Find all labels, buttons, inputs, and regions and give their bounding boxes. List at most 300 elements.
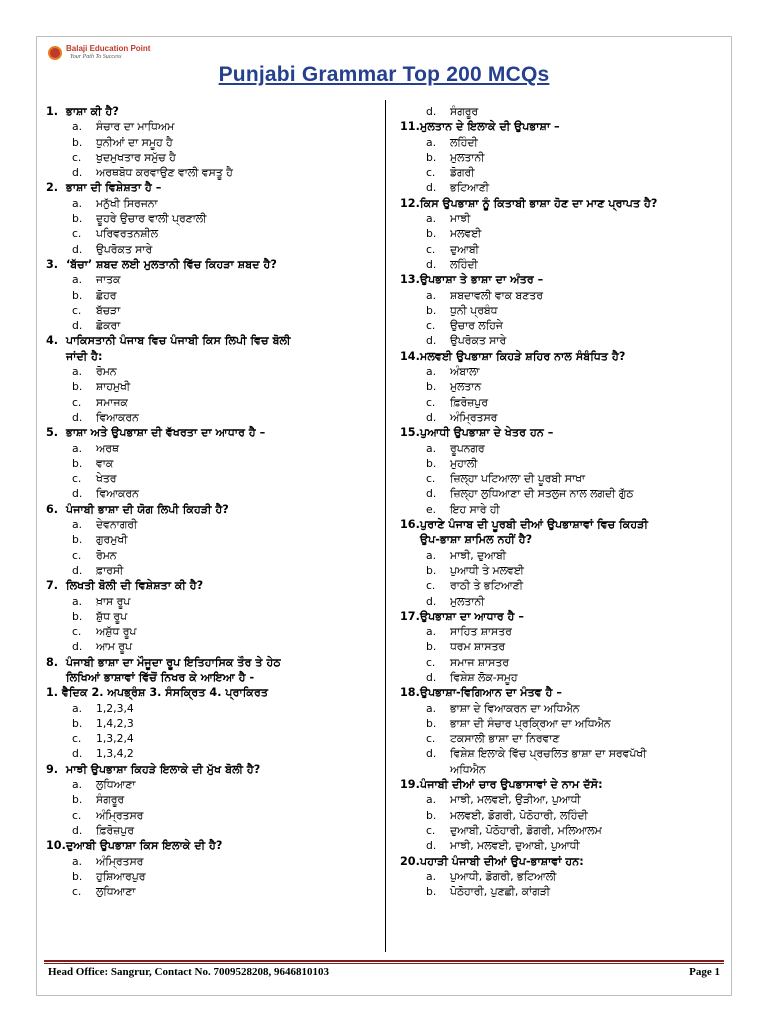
option-text: ਸਮਾਜਕ <box>96 395 128 409</box>
option-text: ਮਲਵਈ <box>450 227 482 241</box>
option-letter: d. <box>426 594 437 608</box>
answer-option <box>44 594 380 609</box>
option-letter: c. <box>72 625 82 639</box>
option-text: ਰੋਮਨ <box>96 365 117 379</box>
option-letter: d. <box>72 242 83 256</box>
option-text: ਪੋਠੋਹਾਰੀ, ਪੁਣਛੀ, ਕਾਂਗੜੀ <box>450 885 551 899</box>
option-text: ਭਾਸ਼ਾ ਦੇ ਵਿਆਕਰਨ ਦਾ ਅਧਿਐਨ <box>450 701 580 715</box>
option-letter: c. <box>426 823 436 837</box>
answer-option <box>44 792 380 807</box>
option-letter: a. <box>426 365 437 379</box>
option-letter: b. <box>426 716 437 730</box>
question-number: 11. <box>400 120 420 134</box>
question <box>398 272 720 287</box>
answer-option <box>44 364 380 379</box>
answer-option <box>44 471 380 486</box>
question-number: 10. <box>46 839 66 853</box>
question-text: ਪੁਆਧੀ ਉਪਭਾਸ਼ਾ ਦੇ ਖੇਤਰ ਹਨ – <box>420 426 554 440</box>
option-letter: c. <box>72 303 82 317</box>
question <box>398 777 720 792</box>
option-letter: c. <box>426 166 436 180</box>
option-letter: a. <box>426 625 437 639</box>
answer-option <box>44 486 380 501</box>
question-number: 7. <box>46 579 59 593</box>
answer-option <box>398 135 720 150</box>
option-text: ਫ਼ਿਰੋਜ਼ਪੁਰ <box>450 395 488 409</box>
answer-option <box>44 716 380 731</box>
option-letter: d. <box>426 105 437 118</box>
option-letter: a. <box>72 518 83 532</box>
option-letter: d. <box>426 839 437 853</box>
answer-option <box>44 563 380 578</box>
option-text: ਰੂਪਨਗਰ <box>450 441 485 455</box>
option-text: ਅੰਮ੍ਰਿਤਸਰ <box>450 410 498 424</box>
answer-option <box>398 333 720 348</box>
answer-option <box>398 578 720 593</box>
question-number: 16. <box>400 518 420 532</box>
option-letter: b. <box>426 227 437 241</box>
question-number: 4. <box>46 334 59 348</box>
option-letter: b. <box>72 380 83 394</box>
question <box>44 104 380 119</box>
option-letter: c. <box>426 242 436 256</box>
option-letter: b. <box>72 609 83 623</box>
option-text: ਅੰਬਾਲਾ <box>450 365 480 379</box>
answer-option <box>398 594 720 609</box>
option-text: ਦੂਹਰੇ ਉਚਾਰ ਵਾਲੀ ਪ੍ਰਣਾਲੀ <box>96 212 207 226</box>
question-text: ‘ਬੱਚਾ’ ਸ਼ਬਦ ਲਈ ਮੁਲਤਾਨੀ ਵਿੱਚ ਕਿਹੜਾ ਸ਼ਬਦ ਹੈ? <box>66 257 277 271</box>
answer-option <box>398 823 720 838</box>
question-number: 13. <box>400 273 420 287</box>
question-text: ਮਲਵਈ ਉਪਭਾਸ਼ਾ ਕਿਹੜੇ ਸ਼ਹਿਰ ਨਾਲ ਸੰਬੰਧਿਤ ਹੈ? <box>420 349 626 363</box>
answer-option <box>398 486 720 501</box>
answer-option <box>398 716 720 731</box>
answer-option <box>398 226 720 241</box>
option-text: ਜ਼ਿਲ੍ਹਾ ਪਟਿਆਲਾ ਦੀ ਪੂਰਬੀ ਸਾਖਾ <box>450 472 586 486</box>
question-text: ਪੰਜਾਬੀ ਭਾਸ਼ਾ ਦੀ ਯੋਗ ਲਿਪੀ ਕਿਹੜੀ ਹੈ? <box>66 502 229 516</box>
option-letter: b. <box>426 150 437 164</box>
option-letter: c. <box>426 395 436 409</box>
option-letter: c. <box>72 472 82 486</box>
option-letter: b. <box>426 885 437 899</box>
option-letter: d. <box>72 166 83 180</box>
option-letter: a. <box>72 594 83 608</box>
option-letter: d. <box>426 747 437 761</box>
option-text: ਧੁਨੀ ਪ੍ਰਬੰਧ <box>450 303 498 317</box>
option-text: ਵਿਸ਼ੇਸ਼ ਲੋਕ-ਸਮੂਹ <box>450 670 518 684</box>
question-number: 12. <box>400 196 420 210</box>
option-text: ਮੁਲਤਾਨੀ <box>450 594 485 608</box>
question-text: ਦੁਆਬੀ ਉਪਭਾਸ਼ਾ ਕਿਸ ਇਲਾਕੇ ਦੀ ਹੈ? <box>66 839 223 853</box>
answer-option <box>44 303 380 318</box>
option-text: ਭਾਸ਼ਾ ਦੀ ਸੰਚਾਰ ਪ੍ਰਕ੍ਰਿਆ ਦਾ ਅਧਿਐਨ <box>450 716 611 730</box>
question <box>398 517 720 532</box>
question-number: 9. <box>46 762 59 776</box>
option-text: ਅੰਮ੍ਰਿਤਸਰ <box>96 854 144 868</box>
answer-option <box>398 456 720 471</box>
question <box>398 685 720 700</box>
option-text: ਲਹਿੰਦੀ <box>450 135 478 149</box>
option-text: ਅੰਮ੍ਰਿਤਸਰ <box>96 808 144 822</box>
option-text: ਖੇਤਰ <box>96 472 117 486</box>
option-letter: b. <box>72 456 83 470</box>
answer-option <box>44 869 380 884</box>
option-text: 1,2,3,4 <box>96 701 134 715</box>
answer-option <box>44 548 380 563</box>
option-letter: c. <box>72 227 82 241</box>
option-text: ਸ਼ਾਹਮੁਖੀ <box>96 380 131 394</box>
question-text: ਪਹਾੜੀ ਪੰਜਾਬੀ ਦੀਆਂ ਉਪ-ਭਾਸ਼ਾਵਾਂ ਹਨ: <box>420 854 584 868</box>
question <box>44 838 380 853</box>
option-letter: b. <box>72 533 83 547</box>
logo-icon <box>48 46 62 60</box>
option-text: ਦੁਆਬੀ, ਪੋਠੋਹਾਰੀ, ਡੋਗਰੀ, ਮਲਿਆਲਮ <box>450 823 602 837</box>
option-text: ਦੇਵਨਾਗਰੀ <box>96 518 138 532</box>
answer-option <box>398 211 720 226</box>
option-letter: c. <box>72 808 82 822</box>
option-text: ਮਲਵਈ, ਡੋਗਰੀ, ਪੋਠੋਹਾਰੀ, ਲਹਿੰਦੀ <box>450 808 588 822</box>
option-text: ਲੁਧਿਆਣਾ <box>96 778 136 792</box>
question <box>44 180 380 195</box>
answer-option <box>398 731 720 746</box>
question <box>44 502 380 517</box>
option-letter: d. <box>72 823 83 837</box>
option-letter: b. <box>72 793 83 807</box>
option-text: ਜਾਤਕ <box>96 273 121 287</box>
question-number: 14. <box>400 349 420 363</box>
option-letter: a. <box>72 196 83 210</box>
option-letter: a. <box>426 212 437 226</box>
option-text: ਭਟਿਆਣੀ <box>450 181 490 195</box>
footer-rule <box>44 960 724 962</box>
option-letter: c. <box>426 732 436 746</box>
answer-option <box>398 808 720 823</box>
question <box>44 257 380 272</box>
page-title: Punjabi Grammar Top 200 MCQs <box>218 63 550 86</box>
option-letter: d. <box>72 563 83 577</box>
question-text: ਪਾਕਿਸਤਾਨੀ ਪੰਜਾਬ ਵਿਚ ਪੰਜਾਬੀ ਕਿਸ ਲਿਪੀ ਵਿਚ ਬੋਲੀ <box>66 334 291 348</box>
option-text: ਸੰਗਰੂਰ <box>96 793 125 807</box>
question <box>398 854 720 869</box>
option-text: ਉਪਰੋਕਤ ਸਾਰੇ <box>450 334 507 348</box>
option-text: ਸ਼ੁੱਧ ਰੂਪ <box>96 609 128 623</box>
option-letter: c. <box>72 732 82 746</box>
question <box>398 196 720 211</box>
option-letter: a. <box>426 441 437 455</box>
option-letter: b. <box>426 563 437 577</box>
answer-option <box>44 532 380 547</box>
option-text: ਵਿਆਕਰਨ <box>96 410 139 424</box>
answer-option <box>398 670 720 685</box>
answer-option <box>398 242 720 257</box>
option-letter: b. <box>72 716 83 730</box>
option-letter: c. <box>72 885 82 899</box>
option-letter: a. <box>72 854 83 868</box>
option-text: ਅਸ਼ੁੱਧ ਰੂਪ <box>96 625 137 639</box>
option-text: ਵਾਕ <box>96 456 114 470</box>
option-text: ਮਾਝੀ, ਦੁਆਬੀ <box>450 548 506 562</box>
question-number: 6. <box>46 502 59 516</box>
option-text: ਟਕਸਾਲੀ ਭਾਸ਼ਾ ਦਾ ਨਿਰਵਾਣ <box>450 732 560 746</box>
option-text: ਗੁਰਮੁਖੀ <box>96 533 128 547</box>
question <box>398 609 720 624</box>
option-letter: b. <box>426 640 437 654</box>
option-text: ਵਿਸ਼ੇਸ਼ ਇਲਾਕੇ ਵਿੱਚ ਪ੍ਰਚਲਿਤ ਭਾਸ਼ਾ ਦਾ ਸਰਵਪੱਖੀ <box>450 747 647 761</box>
answer-option <box>44 854 380 869</box>
question-statement-list: 1. ਵੈਦਿਕ 2. ਅਪਭ੍ਰੰਸ਼ 3. ਸੰਸਕ੍ਰਿਤ 4. ਪ੍ਰਾਕਿਰਤ <box>46 686 269 700</box>
answer-option <box>44 456 380 471</box>
answer-option <box>44 242 380 257</box>
question <box>44 333 380 348</box>
question-text: ਮੁਲਤਾਨ ਦੇ ਇਲਾਕੇ ਦੀ ਉਪਭਾਸ਼ਾ – <box>420 120 560 134</box>
option-letter: d. <box>72 487 83 501</box>
answer-option <box>44 624 380 639</box>
answer-option <box>44 395 380 410</box>
option-text: 1,3,2,4 <box>96 732 134 746</box>
answer-option <box>398 150 720 165</box>
question-text: ਭਾਸ਼ਾ ਅਤੇ ਉਪਭਾਸ਼ਾ ਦੀ ਵੱਖਰਤਾ ਦਾ ਆਧਾਰ ਹੈ – <box>66 426 266 440</box>
answer-option <box>398 410 720 425</box>
answer-option <box>398 288 720 303</box>
option-text: ਸਾਹਿਤ ਸ਼ਾਸਤਰ <box>450 625 512 639</box>
answer-option <box>44 639 380 654</box>
option-letter: d. <box>426 487 437 501</box>
question <box>398 425 720 440</box>
answer-option <box>398 395 720 410</box>
answer-option <box>398 364 720 379</box>
option-letter: a. <box>72 273 83 287</box>
question-text: ਭਾਸ਼ਾ ਕੀ ਹੈ? <box>66 105 119 118</box>
page-number: Page 1 <box>689 966 720 978</box>
option-text: ਮਾਝੀ, ਮਲਵਈ, ਦੁਆਬੀ, ਪੁਆਧੀ <box>450 839 580 853</box>
option-text: ਮਾਝੀ <box>450 212 471 226</box>
answer-option <box>44 731 380 746</box>
option-text: ਜ਼ਿਲ੍ਹਾ ਲੁਧਿਆਣਾ ਦੀ ਸਤਲੁਜ ਨਾਲ ਲਗਦੀ ਗੁੱਠ <box>450 487 634 501</box>
answer-option <box>398 563 720 578</box>
left-column <box>44 104 380 899</box>
answer-option <box>44 288 380 303</box>
option-text: ਸ਼ਬਦਾਵਲੀ ਵਾਕ ਬਣਤਰ <box>450 288 543 302</box>
option-text: 1,3,4,2 <box>96 747 134 761</box>
column-divider <box>385 100 386 952</box>
answer-option <box>398 701 720 716</box>
answer-option <box>398 548 720 563</box>
answer-option <box>398 838 720 853</box>
option-text: 1,4,2,3 <box>96 716 134 730</box>
option-text: ਮੁਲਤਾਨ <box>450 380 482 394</box>
question-text: ਭਾਸ਼ਾ ਦੀ ਵਿਸ਼ੇਸ਼ਤਾ ਹੈ – <box>66 181 162 195</box>
question-text: ਪੰਜਾਬੀ ਭਾਸ਼ਾ ਦਾ ਮੌਜੂਦਾ ਰੂਪ ਇਤਿਹਾਸਿਕ ਤੌਰ ਤੇ ਹੇਠ <box>66 655 281 669</box>
option-text: ਖੁਦਮੁਖਤਾਰ ਸਮੁੱਚ ਹੈ <box>96 150 176 164</box>
answer-option <box>398 502 720 517</box>
answer-option <box>398 318 720 333</box>
answer-option <box>44 379 380 394</box>
option-text: ਹੁਸ਼ਿਆਰਪੁਰ <box>96 869 146 883</box>
question <box>44 655 380 670</box>
question-text-continued: ਲਿਖਿਆਂ ਭਾਸ਼ਾਵਾਂ ਵਿੱਚੋਂ ਨਿਖਰ ਕੇ ਆਇਆ ਹੈ - <box>66 670 255 684</box>
option-letter: a. <box>426 135 437 149</box>
option-text: ਮੁਹਾਲੀ <box>450 456 478 470</box>
answer-option <box>44 441 380 456</box>
option-text: ਸੰਗਰੂਰ <box>450 105 479 118</box>
answer-option <box>398 104 720 119</box>
option-text-continued: ਅਧਿਐਨ <box>450 762 486 776</box>
option-text: ਧੁਨੀਆਂ ਦਾ ਸਮੂਹ ਹੈ <box>96 135 173 149</box>
answer-option <box>44 777 380 792</box>
option-letter: b. <box>426 808 437 822</box>
option-text: ਪਰਿਵਰਤਨਸ਼ੀਲ <box>96 227 158 241</box>
footer-rule-thin <box>44 963 724 964</box>
option-text: ਮੁਲਤਾਨੀ <box>450 150 485 164</box>
answer-option <box>398 441 720 456</box>
option-text: ਲੁਧਿਆਣਾ <box>96 885 136 899</box>
question-text: ਲਿਖਤੀ ਬੋਲੀ ਦੀ ਵਿਸ਼ੇਸ਼ਤਾ ਕੀ ਹੈ? <box>66 579 204 593</box>
answer-option <box>398 180 720 195</box>
option-letter: b. <box>72 288 83 302</box>
option-letter: a. <box>72 701 83 715</box>
option-text: ਅਰਥਬੋਧ ਕਰਵਾਉਣ ਵਾਲੀ ਵਸਤੂ ਹੈ <box>96 166 233 180</box>
answer-option <box>44 150 380 165</box>
option-letter: b. <box>426 303 437 317</box>
question-number: 5. <box>46 426 59 440</box>
answer-option <box>398 165 720 180</box>
option-text: ਪੁਆਧੀ ਤੇ ਮਲਵਈ <box>450 563 524 577</box>
answer-option <box>44 808 380 823</box>
option-letter: a. <box>426 701 437 715</box>
question-number: 3. <box>46 257 59 271</box>
answer-option <box>44 135 380 150</box>
question-number: 15. <box>400 426 420 440</box>
option-letter: a. <box>426 288 437 302</box>
question <box>44 762 380 777</box>
answer-option <box>44 226 380 241</box>
option-letter: d. <box>426 410 437 424</box>
question-number: 8. <box>46 655 59 669</box>
answer-option <box>44 165 380 180</box>
question-text: ਪੰਜਾਬੀ ਦੀਆਂ ਚਾਰ ਉਪਭਾਸਾਵਾਂ ਦੇ ਨਾਮ ਦੱਸੋ: <box>420 778 603 792</box>
option-text: ਮਨੁੱਖੀ ਸਿਰਜਨਾ <box>96 196 158 210</box>
option-text: ਬੱਚੜਾ <box>96 303 121 317</box>
option-text: ਫ਼ਿਰੋਜ਼ਪੁਰ <box>96 823 134 837</box>
option-text: ਪੁਆਧੀ, ਡੋਗਰੀ, ਭਟਿਆਲੀ <box>450 869 557 883</box>
footer-contact: Head Office: Sangrur, Contact No. 7009528208, 9646810103 <box>48 966 329 978</box>
option-text: ਛੋਕਰਾ <box>96 319 121 333</box>
option-letter: a. <box>72 365 83 379</box>
option-letter: c. <box>72 150 82 164</box>
question-text: ਕਿਸ ਉਪਭਾਸ਼ਾ ਨੂੰ ਕਿਤਾਬੀ ਭਾਸ਼ਾ ਹੋਣ ਦਾ ਮਾਣ ਪ੍ਰਾਪਤ ਹੈ? <box>420 196 658 210</box>
option-letter: d. <box>72 319 83 333</box>
answer-option <box>398 471 720 486</box>
option-letter: a. <box>426 548 437 562</box>
option-letter: c. <box>426 655 436 669</box>
option-text: ਵਿਆਕਰਨ <box>96 487 139 501</box>
answer-option <box>44 318 380 333</box>
answer-option <box>44 410 380 425</box>
question <box>398 349 720 364</box>
option-letter: b. <box>72 869 83 883</box>
answer-option <box>398 379 720 394</box>
logo-name: Balaji Education Point <box>66 44 151 53</box>
answer-option <box>44 211 380 226</box>
option-text: ਉਚਾਰ ਲਹਿਜੇ <box>450 319 503 333</box>
question-text: ਉਪਭਾਸ਼ਾ ਤੇ ਭਾਸ਼ਾ ਦਾ ਅੰਤਰ – <box>420 273 544 287</box>
option-text: ਧਰਮ ਸ਼ਾਸਤਰ <box>450 640 506 654</box>
option-letter: b. <box>426 380 437 394</box>
option-text: ਫ਼ਾਰਸੀ <box>96 563 124 577</box>
answer-option <box>44 746 380 761</box>
question-number: 20. <box>400 854 420 868</box>
question <box>44 578 380 593</box>
option-letter: d. <box>426 257 437 271</box>
option-text: ਆਮ ਰੂਪ <box>96 640 132 654</box>
right-column <box>398 104 720 899</box>
answer-option <box>398 884 720 899</box>
option-letter: b. <box>426 456 437 470</box>
option-letter: d. <box>426 334 437 348</box>
option-text: ਅਰਥ <box>96 441 119 455</box>
question-text: ਉਪਭਾਸ਼ਾ-ਵਿਗਿਆਨ ਦਾ ਮੰਤਵ ਹੈ – <box>420 686 562 700</box>
option-text: ਲਹਿੰਦੀ <box>450 257 478 271</box>
answer-option <box>44 196 380 211</box>
option-letter: a. <box>72 778 83 792</box>
option-letter: b. <box>72 212 83 226</box>
question <box>398 119 720 134</box>
logo-tagline: Your Path To Success <box>70 54 122 60</box>
option-letter: b. <box>72 135 83 149</box>
question <box>44 425 380 440</box>
question-number: 17. <box>400 609 420 623</box>
question-text: ਮਾਝੀ ਉਪਭਾਸ਼ਾ ਕਿਹੜੇ ਇਲਾਕੇ ਦੀ ਮੁੱਖ ਬੋਲੀ ਹੈ? <box>66 762 261 776</box>
question-text: ਪੁਰਾਣੇ ਪੰਜਾਬ ਦੀ ਪੂਰਬੀ ਦੀਆਂ ਉਪਭਾਸ਼ਾਵਾਂ ਵਿਚ ਕਿਹੜੀ <box>420 518 648 532</box>
option-text: ਰੋਮਨ <box>96 548 117 562</box>
answer-option <box>398 746 720 761</box>
option-text: ਦੁਆਬੀ <box>450 242 479 256</box>
option-text: ਖ਼ਾਸ ਰੂਪ <box>96 594 131 608</box>
option-letter: d. <box>72 410 83 424</box>
option-text: ਇਹ ਸਾਰੇ ਹੀ <box>450 502 500 516</box>
question-number: 1. <box>46 105 59 118</box>
option-letter: d. <box>72 640 83 654</box>
option-text: ਸਮਾਜ ਸ਼ਾਸਤਰ <box>450 655 509 669</box>
answer-option <box>44 119 380 134</box>
option-text: ਉਪਰੋਕਤ ਸਾਰੇ <box>96 242 153 256</box>
option-letter: a. <box>426 793 437 807</box>
option-text: ਮਾਝੀ, ਮਲਵਈ, ਉੜੀਆ, ਪੁਆਧੀ <box>450 793 581 807</box>
option-letter: e. <box>426 502 437 516</box>
option-text: ਡੋਗਰੀ <box>450 166 475 180</box>
option-text: ਰਾਠੀ ਤੇ ਭਟਿਆਣੀ <box>450 579 523 593</box>
answer-option <box>398 792 720 807</box>
question-number: 18. <box>400 686 420 700</box>
option-letter: c. <box>72 548 82 562</box>
answer-option <box>44 701 380 716</box>
option-letter: a. <box>72 441 83 455</box>
answer-option <box>44 272 380 287</box>
question-text-continued: ਉਪ-ਭਾਸ਼ਾ ਸ਼ਾਮਿਲ ਨਹੀਂ ਹੈ? <box>420 533 533 547</box>
option-letter: c. <box>426 472 436 486</box>
option-text: ਛੋਹਰ <box>96 288 117 302</box>
option-letter: a. <box>72 120 83 134</box>
answer-option <box>44 884 380 899</box>
answer-option <box>398 624 720 639</box>
question-text-continued: ਜਾਂਦੀ ਹੈ: <box>66 349 103 363</box>
answer-option <box>44 823 380 838</box>
question-number: 19. <box>400 778 420 792</box>
option-letter: c. <box>426 579 436 593</box>
option-letter: d. <box>72 747 83 761</box>
option-letter: d. <box>426 670 437 684</box>
answer-option <box>398 655 720 670</box>
